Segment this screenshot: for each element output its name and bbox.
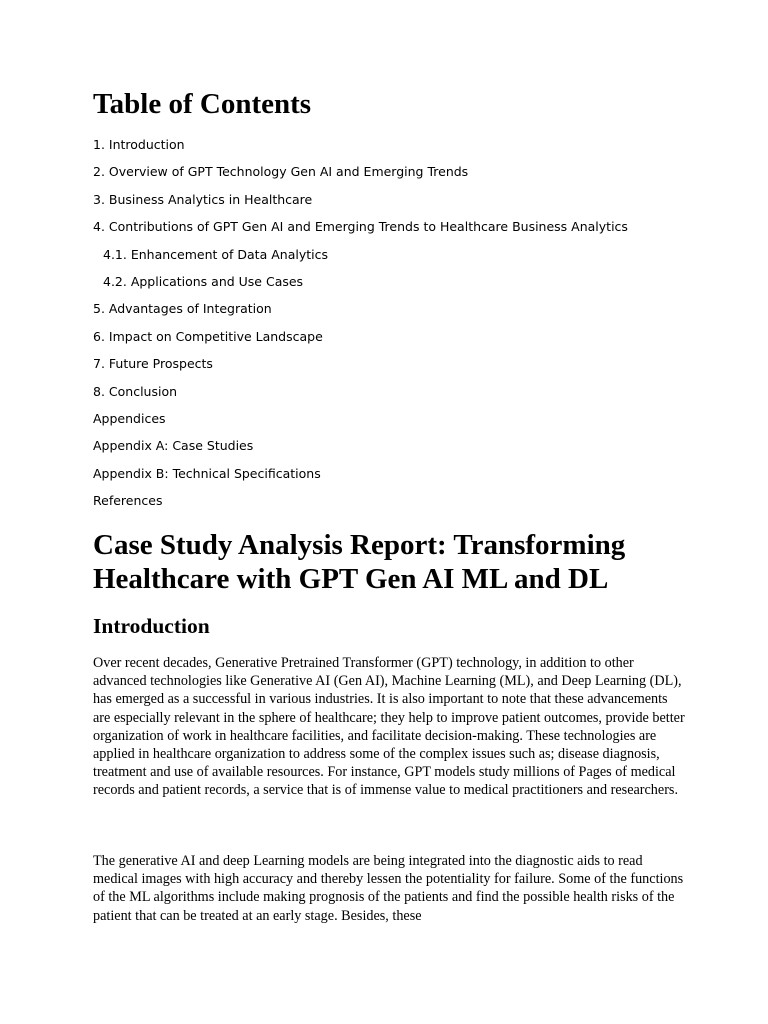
toc-item bbox=[93, 355, 628, 373]
toc-item bbox=[93, 191, 628, 209]
toc-item-label: 7. Future Prospects bbox=[93, 356, 213, 372]
toc-item bbox=[93, 328, 628, 346]
toc-item bbox=[93, 492, 628, 510]
toc-item bbox=[93, 163, 628, 181]
toc-item bbox=[93, 246, 628, 264]
toc-item-label: 4.2. Applications and Use Cases bbox=[103, 273, 304, 289]
toc-item-label: Appendix A: Case Studies bbox=[93, 438, 254, 454]
body-paragraph: Over recent decades, Generative Pretrained Transformer (GPT) technology, in addition to other advanced technologies like Generative AI (Gen AI), Machine Learning (ML), and Deep Learning (DL), has emerged as a successful in various industries. It is also important to note that these advancements are especially relevant in the sphere of healthcare; they help to improve patient outcomes, provide better organization of work in healthcare facilities, and facilitate decision-making. These technologies are applied in healthcare organization to address some of the complex issues such as; disease diagnosis, treatment and use of available resources. For instance, GPT models study millions of Pages of medical records and patient records, a service that is of immense value to medical practitioners and researchers. bbox=[93, 655, 685, 799]
toc-item-label: 1. Introduction bbox=[93, 137, 185, 152]
toc-list bbox=[93, 136, 628, 519]
section-heading-introduction: Introduction bbox=[93, 614, 210, 638]
toc-item-label: 4. Contributions of GPT Gen AI and Emerging Trends to Healthcare Business Analytics bbox=[93, 219, 628, 235]
toc-item-label: 4.1. Enhancement of Data Analytics bbox=[103, 246, 328, 262]
toc-item bbox=[93, 465, 628, 483]
report-title: Case Study Analysis Report: Transforming Healthcare with GPT Gen AI ML and DL bbox=[93, 529, 626, 595]
toc-item bbox=[93, 300, 628, 318]
body-paragraph: The generative AI and deep Learning models are being integrated into the diagnostic aids to read medical images with high accuracy and thereby lessen the potentiality for failure. Some of the functions of the ML algorithms include making prognosis of the patients and find the possible health risks of the patient that can be treated at an early stage. Besides, these bbox=[93, 853, 684, 924]
toc-title: Table of Contents bbox=[93, 88, 312, 120]
toc-item-label: References bbox=[93, 493, 163, 509]
toc-item bbox=[93, 218, 628, 236]
toc-item-label: 5. Advantages of Integration bbox=[93, 301, 272, 317]
toc-item bbox=[93, 410, 628, 428]
toc-item-label: 3. Business Analytics in Healthcare bbox=[93, 191, 313, 207]
toc-item bbox=[93, 437, 628, 455]
toc-item bbox=[93, 383, 628, 401]
toc-item-label: 8. Conclusion bbox=[93, 383, 178, 399]
toc-item-label: Appendix B: Technical Specifications bbox=[93, 465, 321, 481]
toc-item-label: 6. Impact on Competitive Landscape bbox=[93, 328, 323, 344]
toc-item bbox=[93, 273, 628, 291]
toc-item-label: Appendices bbox=[93, 410, 166, 426]
toc-item bbox=[93, 136, 628, 154]
toc-item-label: 2. Overview of GPT Technology Gen AI and Emerging Trends bbox=[93, 164, 469, 180]
